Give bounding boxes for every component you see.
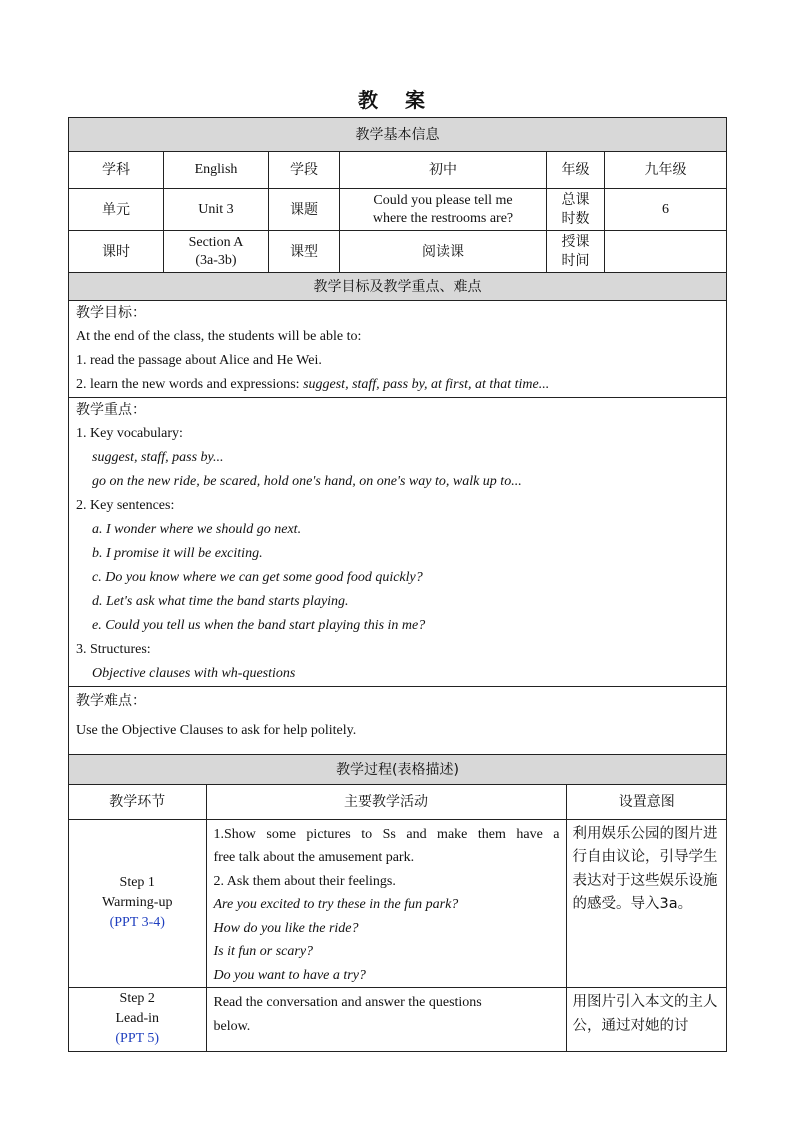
subject-value: English — [164, 152, 269, 189]
topic-line-1: Could you please tell me — [373, 192, 513, 208]
step-1-cell — [69, 819, 206, 988]
process-header-activity: 主要教学活动 — [206, 785, 566, 819]
step-1-name: Warming-up — [102, 895, 173, 911]
step-1-question-4: Do you want to have a try? — [213, 967, 366, 983]
step-1-question-2: How do you like the ride? — [213, 920, 359, 936]
stage-label: 学段 — [269, 152, 340, 189]
total-hours-label-1: 总课 — [561, 191, 590, 208]
structure-1: Objective clauses with wh-questions — [92, 666, 296, 681]
unit-label: 单元 — [69, 189, 164, 231]
lesson-type-label: 课型 — [269, 231, 340, 273]
topic-value — [340, 189, 547, 231]
key-sentence-b: b. I promise it will be exciting. — [92, 546, 263, 561]
objective-item-2 — [76, 373, 726, 397]
class-time-value — [605, 231, 727, 273]
step-1-intent: 利用娱乐公园的图片进行自由议论，引导学生表达对于这些娱乐设施的感受。导入3a。 — [566, 819, 727, 988]
step-2-activities — [206, 988, 566, 1051]
lesson-type-value: 阅读课 — [340, 231, 547, 273]
key-points-heading: 教学重点： — [76, 402, 146, 418]
objectives-intro: At the end of the class, the students will be able to: — [76, 329, 362, 344]
grade-label: 年级 — [547, 152, 605, 189]
topic-label: 课题 — [269, 189, 340, 231]
key-sentence-a: a. I wonder where we should go next. — [92, 522, 302, 537]
step-1-activities — [206, 819, 566, 988]
objectives-block — [69, 301, 727, 398]
process-header-intent: 设置意图 — [566, 785, 727, 819]
step-2-ppt: (PPT 5) — [115, 1031, 160, 1047]
objective-item-2-prefix: 2. learn the new words and expressions: — [76, 377, 304, 392]
step-2-cell — [69, 988, 206, 1051]
objective-item-1: 1. read the passage about Alice and He Wei. — [76, 353, 322, 368]
key-vocab-title: 1. Key vocabulary: — [76, 426, 183, 441]
total-hours-label-2: 时数 — [561, 210, 590, 227]
topic-line-2: where the restrooms are? — [372, 210, 514, 226]
key-sentence-c: c. Do you know where we can get some good food quickly? — [92, 570, 423, 585]
step-2-activity-1b: below. — [213, 1018, 251, 1034]
stage-value: 初中 — [340, 152, 547, 189]
key-sentence-e: e. Could you tell us when the band start playing this in me? — [92, 618, 426, 633]
step-1-number: Step 1 — [119, 875, 155, 891]
difficulty-block — [69, 687, 727, 755]
process-table — [69, 785, 727, 1051]
period-line-1: Section A — [188, 234, 244, 250]
process-header-stage: 教学环节 — [69, 785, 206, 819]
section-goals: 教学目标及教学重点、难点 — [69, 273, 727, 301]
step-1-activity-1a: 1.Show some pictures to Ss and make them have a — [213, 826, 560, 842]
step-2-number: Step 2 — [119, 991, 155, 1007]
period-label: 课时 — [69, 231, 164, 273]
class-time-label — [547, 231, 605, 273]
difficulty-text: Use the Objective Clauses to ask for help politely. — [76, 723, 357, 738]
section-basic-info: 教学基本信息 — [69, 118, 727, 152]
class-time-label-1: 授课 — [561, 233, 590, 250]
key-points-block — [69, 398, 727, 687]
step-2-activity-1a: Read the conversation and answer the questions — [213, 995, 482, 1010]
total-hours-label — [547, 189, 605, 231]
step-1-activity-1b: free talk about the amusement park. — [213, 850, 415, 865]
step-2-intent: 用图片引入本文的主人公，通过对她的讨 — [566, 988, 727, 1051]
grade-value: 九年级 — [605, 152, 727, 189]
step-1-activity-2: 2. Ask them about their feelings. — [213, 873, 396, 889]
unit-value: Unit 3 — [164, 189, 269, 231]
key-sentences-title: 2. Key sentences: — [76, 498, 175, 513]
step-1-ppt: (PPT 3-4) — [109, 915, 165, 931]
key-vocab-1: suggest, staff, pass by... — [92, 450, 224, 465]
step-1-question-3: Is it fun or scary? — [213, 944, 314, 959]
class-time-label-2: 时间 — [561, 252, 590, 269]
structures-title: 3. Structures: — [76, 642, 151, 657]
key-vocab-2: go on the new ride, be scared, hold one's hand, on one's way to, walk up to... — [92, 474, 522, 489]
difficulty-heading: 教学难点： — [76, 693, 146, 709]
subject-label: 学科 — [69, 152, 164, 189]
total-hours-value: 6 — [605, 189, 727, 231]
step-1-question-1: Are you excited to try these in the fun park? — [213, 897, 459, 912]
step-2-name: Lead-in — [115, 1011, 160, 1027]
objective-item-2-words: suggest, staff, pass by, at first, at that time... — [303, 377, 550, 392]
lesson-plan-table — [68, 117, 727, 1052]
section-process: 教学过程(表格描述) — [69, 755, 727, 785]
objectives-heading: 教学目标： — [76, 305, 146, 321]
period-value — [164, 231, 269, 273]
key-sentence-d: d. Let's ask what time the band starts playing. — [92, 594, 349, 609]
document-title: 教 案 — [358, 88, 435, 112]
process-area — [69, 785, 727, 1052]
period-line-2: (3a-3b) — [195, 252, 237, 268]
